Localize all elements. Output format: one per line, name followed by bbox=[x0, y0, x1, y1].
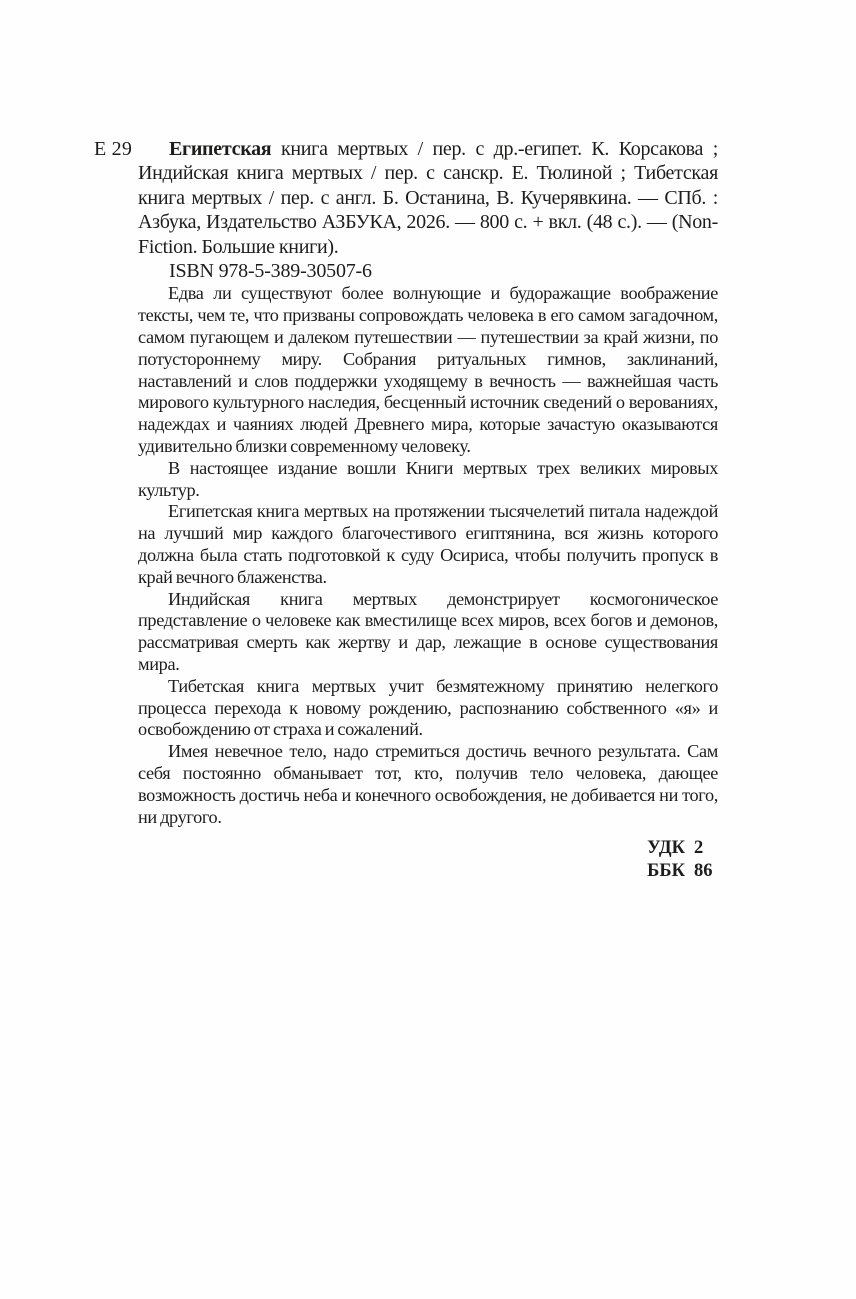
record-title-bold: Египетская bbox=[169, 138, 272, 160]
annotation-paragraph: В настоящее издание вошли Книги мертвых трех великих мировых культур. bbox=[138, 457, 718, 500]
annotation-paragraph: Индийская книга мертвых демонстрирует космогоническое представление о человеке как вместилище всех миров, всех богов и демонов, рассматривая смерть как жертву и дар, лежащие в основе существования мира. bbox=[138, 588, 718, 674]
record-description: книга мертвых / пер. с др.-египет. К. Корсакова ; Индийская книга мертвых / пер. с санскр. Е. Тюлиной ; Тибетская книга мертвых / пер. с англ. Б. Останина, В. Кучерявкина. — СПб. : Азбука, Издательство АЗБУКА, 2026. — 800 с. + вкл. (48 с.). — (Non-Fiction. Большие книги). bbox=[138, 138, 718, 258]
annotation-paragraph: Египетская книга мертвых на протяжении тысячелетий питала надеждой на лучший мир каждого благочестивого египтянина, вся жизнь которого должна была стать подготовкой к суду Осириса, чтобы получить пропуск в край вечного блаженства. bbox=[138, 501, 718, 587]
udk-value: 2 bbox=[694, 838, 704, 859]
text-block bbox=[94, 137, 718, 882]
author-sign-code: Е 29 bbox=[94, 138, 133, 160]
classification-codes bbox=[138, 837, 716, 882]
annotation-paragraph: Тибетская книга мертвых учит безмятежному принятию нелегкого процесса перехода к новому рождению, распознанию собственного «я» и освобождению от страха и сожалений. bbox=[138, 675, 718, 740]
bbk-label: ББК bbox=[647, 860, 685, 881]
bibliographic-record bbox=[138, 137, 718, 259]
annotation-paragraph: Имея невечное тело, надо стремиться достичь вечного результата. Сам себя постоянно обманывает тот, кто, получив тело человека, дающее возможность достичь неба и конечного освобождения, не добивается ни того, ни другого. bbox=[138, 741, 718, 827]
bibliographic-entry bbox=[94, 137, 718, 259]
isbn-line: ISBN 978-5-389-30507-6 bbox=[169, 260, 372, 283]
bbk-value: 86 bbox=[694, 860, 713, 881]
annotation bbox=[138, 283, 718, 828]
udk-label: УДК bbox=[647, 838, 685, 859]
annotation-paragraph: Едва ли существуют более волнующие и будоражащие воображение тексты, чем те, что призваны сопровождать человека в его самом загадочном, самом пугающем и далеком путешествии — путешествии за край жизни, по потустороннему миру. Собрания ритуальных гимнов, заклинаний, наставлений и слов поддержки уходящему в вечность — важнейшая часть мирового культурного наследия, бесценный источник сведений о верованиях, надеждах и чаяниях людей Древнего мира, которые зачастую оказываются удивительно близки современному человеку. bbox=[138, 283, 718, 457]
